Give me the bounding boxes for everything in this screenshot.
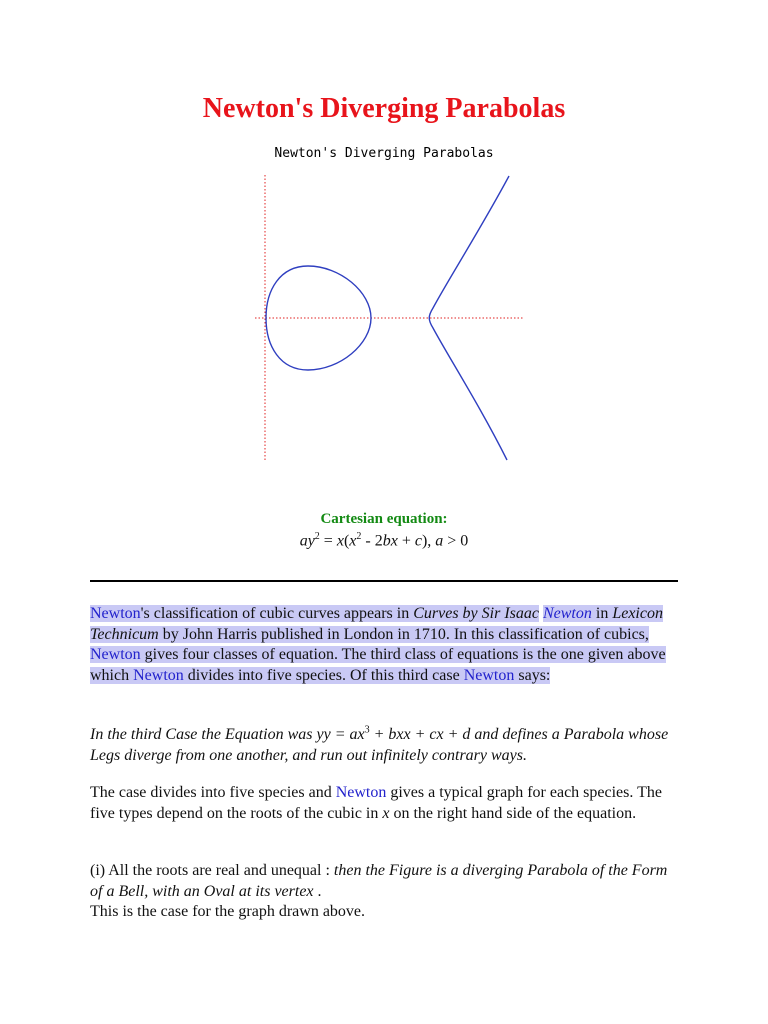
- equation-label: Cartesian equation:: [320, 511, 448, 527]
- newton-link[interactable]: Newton: [90, 646, 141, 663]
- cartesian-equation: $ay^2 = x(x^2 - 2bx + c)$, a > 0: [299, 531, 469, 550]
- page-title: Newton's Diverging Parabolas: [202, 93, 566, 124]
- newton-quote: In the third Case the Equation was yy = $ax^3$ + bxx + cx + d and defines a Parabola whose Legs diverge from one another, and run out infinitely contrary ways.: [90, 724, 669, 764]
- figure-caption: Newton's Diverging Parabolas: [274, 146, 494, 161]
- newton-link[interactable]: Newton: [133, 666, 184, 684]
- newton-link[interactable]: Newton: [335, 784, 387, 801]
- horizontal-rule: [90, 580, 678, 582]
- newton-link[interactable]: Newton: [90, 605, 141, 622]
- paragraph-species: The case divides into five species and Newton gives a typical graph for each species. The five types depend on the roots of the cubic in x on the right hand side of the equation.: [90, 784, 662, 822]
- paragraph-case-one: (i) All the roots are real and unequal : then the Figure is a diverging Parabola of the Form of a Bell, with an Oval at its vertex . This is the case for the graph drawn above.: [90, 862, 668, 920]
- curve-plot: [230, 170, 530, 465]
- paragraph-classification: Newton's classification of cubic curves appears in Curves by Sir Isaac Newton in Lexicon Technicum by John Harris published in London in 1710. In this classification of cubics, Newton gives four classes of equation. The third class of equations is the one given above which Newton divides into five species. Of this third case Newton says:: [90, 605, 666, 684]
- newton-link[interactable]: Newton: [542, 605, 592, 622]
- newton-link[interactable]: Newton: [463, 666, 515, 684]
